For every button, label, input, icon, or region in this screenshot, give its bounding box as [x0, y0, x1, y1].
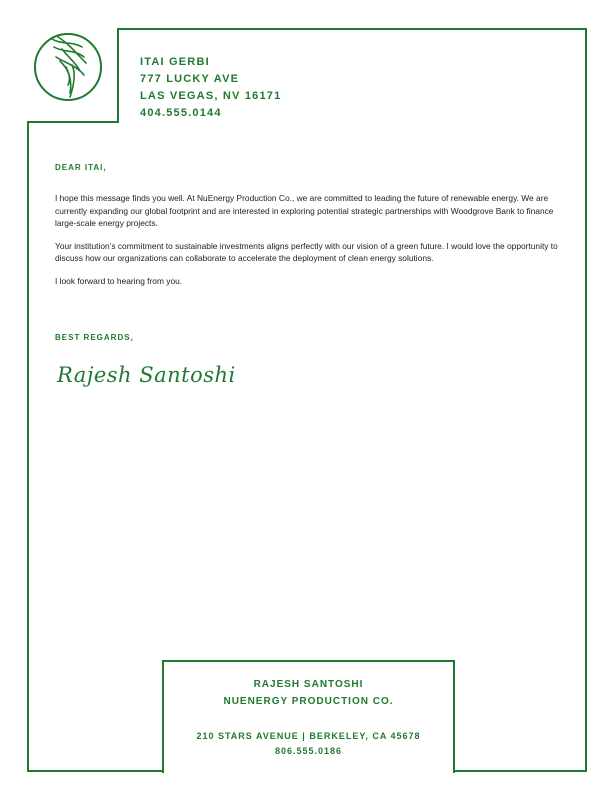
letter-paragraph: I look forward to hearing from you. [55, 275, 183, 286]
footer-name: RAJESH SANTOSHI [253, 679, 364, 690]
letter-paragraph: I hope this message finds you well. At NuEnergy Production Co., we are committed to leading the future of renewable energy. We are currently expanding our global footprint and are interested in exploring potential strategic partnerships with Woodgrove Bank to finance large-scale energy projects. [55, 193, 554, 228]
letter-body [55, 192, 565, 297]
sender-city: LAS VEGAS, NV 16171 [140, 90, 282, 102]
sender-name: ITAI GERBI [140, 56, 210, 68]
sender-phone: 404.555.0144 [140, 107, 222, 119]
letter-paragraph: Your institution’s commitment to sustainable investments aligns perfectly with our vision of a green future. I would love the opportunity to discuss how our organizations can collaborate to accelerate the deployment of clean energy solutions. [55, 240, 558, 263]
footer-phone: 806.555.0186 [274, 746, 343, 756]
footer-company: NUENERGY PRODUCTION CO. [223, 696, 394, 707]
frame-right-line [585, 28, 587, 772]
footer-box [162, 660, 455, 773]
frame-left-line [27, 121, 29, 772]
frame-header-line [27, 121, 117, 123]
sender-street: 777 LUCKY AVE [140, 73, 240, 85]
scribble-circle-logo [32, 27, 104, 105]
signature: Rajesh Santoshi [57, 363, 236, 387]
footer-address: 210 STARS AVENUE | BERKELEY, CA 45678 [196, 731, 421, 741]
letter-closing: BEST REGARDS, [55, 333, 134, 342]
frame-top-line [117, 28, 587, 30]
sender-block [140, 54, 281, 122]
frame-divider [117, 28, 119, 123]
letter-greeting: DEAR ITAI, [55, 163, 107, 172]
